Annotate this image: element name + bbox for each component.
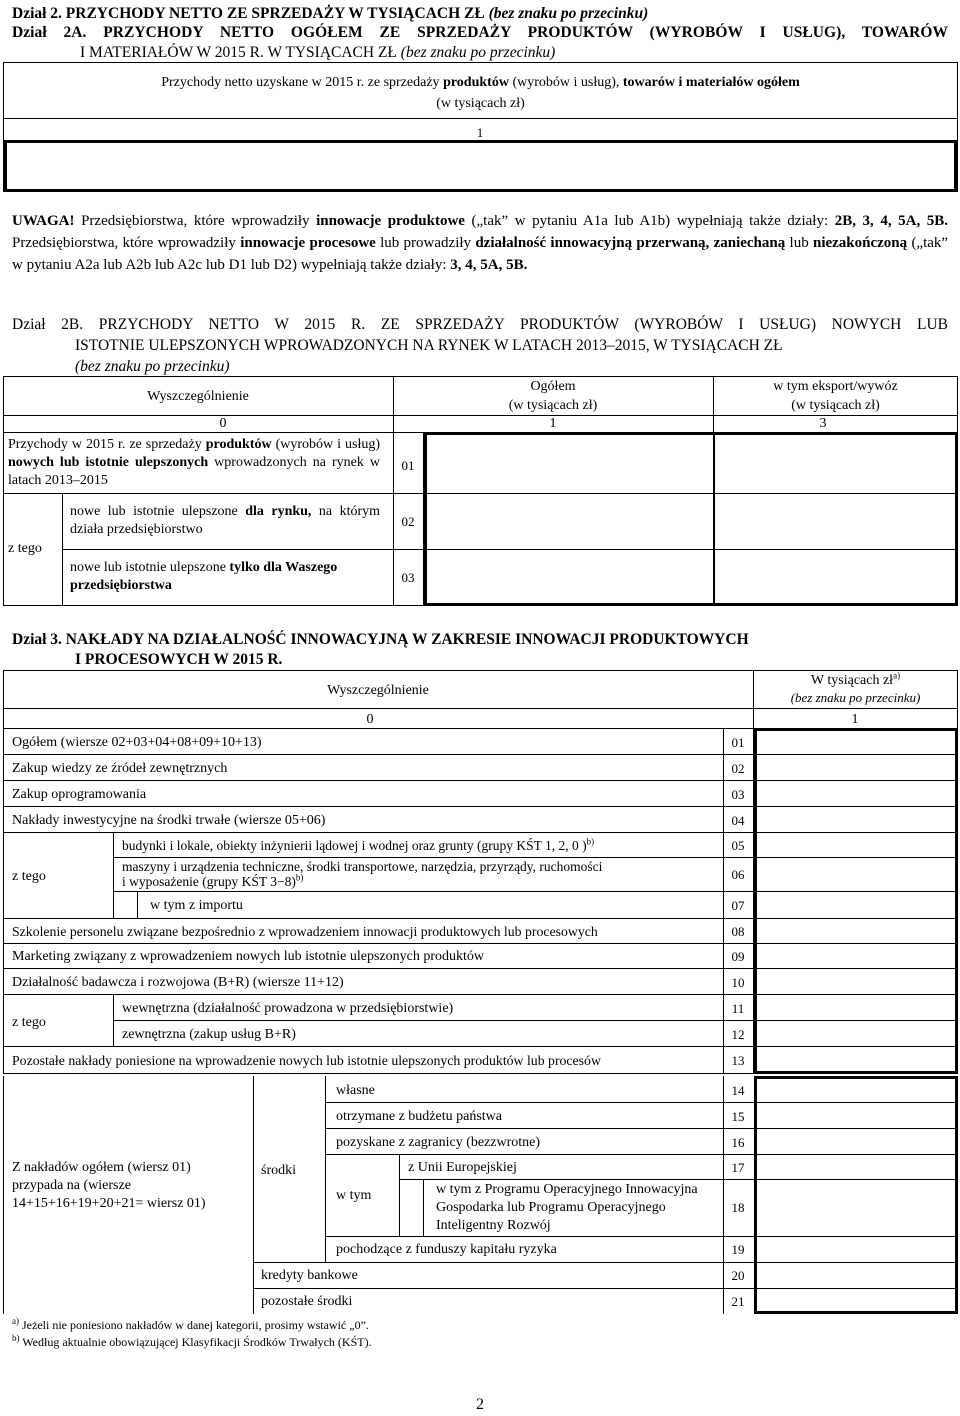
dzial3-row12-number: 12 (731, 1027, 745, 1042)
dzial2a-header-b: produktów (443, 75, 509, 90)
dzial2-note: (bez znaku po przecinku) (488, 5, 649, 22)
footnote-a-sup: a) (12, 1316, 19, 1326)
dzial2b-r2d: którym działa przedsiębiorstwo (70, 504, 381, 537)
footnote-a-text: Jeżeli nie poniesiono nakładów w danej kategorii, prosimy wstawić „0”. (22, 1318, 369, 1332)
dzial2b-r2c: na (318, 504, 333, 519)
dzial2a-col-number: 1 (476, 125, 484, 140)
dzial2a-header (3, 74, 958, 91)
dzial2b-row3-number: 03 (401, 570, 415, 585)
uwaga-p2b: innowacje procesowe (240, 235, 376, 251)
dzial3-row08-label: Szkolenie personelu związane bezpośrednio z wprowadzeniem innowacji produktowych lub procesowych (12, 924, 598, 939)
dzial3-row05-label (122, 837, 594, 854)
dzial3-ztego-2: z tego (12, 1015, 46, 1030)
dzial2a-header-unit: (w tysiącach zł) (436, 96, 525, 111)
uwaga-note (12, 210, 948, 276)
uwaga-p2j: 3, 4, 5A, 5B. (450, 257, 528, 273)
dzial2b-r1a: Przychody w 2015 r. ze sprzedaży (8, 437, 202, 452)
page-number: 2 (476, 1396, 484, 1413)
dzial3-row11-number: 11 (731, 1001, 745, 1016)
dzial2-heading (12, 4, 648, 23)
dzial2b-r1b: produktów (205, 437, 272, 452)
uwaga-p1d: 2B, 3, 4, 5A, 5B. (834, 213, 949, 229)
dzial2b-ztego: z tego (8, 541, 42, 556)
dzial3-row14-label: własne (336, 1083, 375, 1098)
dzial3-row13-label: Pozostałe nakłady poniesione na wprowadzenie nowych lub istotnie ulepszonych produktów lub procesów (12, 1053, 601, 1068)
dzial3-srodki-label: środki (261, 1163, 296, 1178)
dzial3-row16-label: pozyskane z zagranicy (bezzwrotne) (336, 1135, 541, 1150)
uwaga-p2g: lub (789, 235, 809, 251)
dzial3-sources-label: Z nakładów ogółem (wiersz 01) przypada na (wiersze 14+15+16+19+20+21= wiersz 01) (12, 1160, 206, 1211)
dzial3-row06-sup: b) (295, 872, 304, 883)
dzial2a-heading-line2 (80, 43, 555, 62)
dzial2b-r3c: przedsiębiorstwa (70, 578, 172, 593)
dzial3-ztego-1: z tego (12, 869, 46, 884)
dzial3-h-unit: W tysiącach zł (810, 673, 894, 688)
dzial3-row20-number: 20 (731, 1268, 745, 1283)
dzial3-row08-number: 08 (731, 924, 745, 939)
dzial2b-r1d: nowych lub istotnie ulepszonych (8, 455, 209, 470)
dzial3-wtym-label: w tym (336, 1188, 372, 1203)
uwaga-p2d: działalność innowacyjną (475, 235, 633, 251)
dzial3-row07-label: w tym z importu (150, 898, 243, 913)
dzial2b-col3: 3 (819, 416, 827, 431)
dzial3-row13-number: 13 (731, 1053, 745, 1068)
dzial3-heading (12, 630, 749, 670)
uwaga-label: UWAGA! (12, 213, 75, 229)
uwaga-p1c: („tak” w pytaniu A1a lub A1b) wypełniają także działy: (471, 213, 829, 229)
dzial2b-note: (bez znaku po przecinku) (75, 358, 230, 375)
dzial3-col0: 0 (366, 712, 374, 727)
dzial3-row19-number: 19 (731, 1242, 745, 1257)
dzial2b-header-eksport-unit: (w tysiącach zł) (791, 398, 880, 413)
dzial3-header-unit (753, 672, 958, 689)
dzial3-row01-number: 01 (731, 735, 745, 750)
dzial3-h-unit-sup: a) (893, 670, 901, 681)
dzial2a-title: Dział 2A. PRZYCHODY NETTO OGÓŁEM ZE SPRZEDAŻY PRODUKTÓW (WYROBÓW I USŁUG), TOWARÓW (12, 24, 948, 41)
dzial3-row07-number: 07 (731, 898, 745, 913)
dzial3-row11-label: wewnętrzna (działalność prowadzona w przedsiębiorstwie) (122, 1001, 454, 1016)
dzial2b-row1-label (8, 436, 380, 490)
dzial2-title: Dział 2. PRZYCHODY NETTO ZE SPRZEDAŻY W TYSIĄCACH ZŁ (12, 5, 485, 22)
dzial3-row02-number: 02 (731, 761, 745, 776)
dzial2a-header-d: towarów i materiałów ogółem (622, 75, 800, 90)
uwaga-p1b: innowacje produktowe (316, 213, 465, 229)
dzial2b-title1: Dział 2B. PRZYCHODY NETTO W 2015 R. ZE SPRZEDAŻY PRODUKTÓW (WYROBÓW I USŁUG) NOWYCH LUB (12, 316, 948, 333)
dzial3-sources-values-input[interactable] (754, 1076, 958, 1314)
footnote-a (12, 1318, 369, 1333)
dzial3-row06-text2: i wyposażenie (grupy KŚT 3−8) (122, 874, 296, 889)
dzial3-row03-number: 03 (731, 787, 745, 802)
dzial2b-r3a: nowe lub istotnie ulepszone (70, 560, 226, 575)
dzial2b-row1-number: 01 (401, 458, 415, 473)
dzial3-row05-text: budynki i lokale, obiekty inżynierii lądowej i wodnej oraz grunty (grupy KŚT 1, 2, 0 ) (122, 838, 587, 853)
dzial3-row17-number: 17 (731, 1160, 745, 1175)
dzial3-row06-number: 06 (731, 867, 745, 882)
dzial2b-col1: 1 (549, 416, 557, 431)
dzial3-row05-sup: b) (586, 836, 595, 847)
dzial3-row10-number: 10 (731, 975, 745, 990)
dzial3-row20-label: kredyty bankowe (261, 1268, 358, 1283)
dzial3-row19-label: pochodzące z funduszy kapitału ryzyka (336, 1242, 557, 1257)
dzial2a-header-c: (wyrobów i usług), (512, 75, 620, 90)
dzial3-row02-label: Zakup wiedzy ze źródeł zewnętrznych (12, 761, 228, 776)
dzial2b-r1e: wprowadzonych na rynek w latach 2013–2015 (8, 455, 380, 488)
dzial3-row05-number: 05 (731, 838, 745, 853)
dzial2b-r2b: dla rynku, (245, 504, 312, 519)
uwaga-p2c: lub prowadziły (380, 235, 472, 251)
dzial3-row21-number: 21 (731, 1294, 745, 1309)
dzial3-row16-number: 16 (731, 1135, 745, 1150)
footnote-b (12, 1335, 372, 1350)
dzial3-row21-label: pozostałe środki (261, 1294, 353, 1309)
footnote-b-text: Według aktualnie obowiązującej Klasyfikacji Środków Trwałych (KŚT). (22, 1335, 372, 1349)
dzial3-col1: 1 (851, 712, 859, 727)
dzial2b-header-eksport: w tym eksport/wywóz (773, 379, 898, 394)
dzial3-row12-label: zewnętrzna (zakup usług B+R) (122, 1027, 296, 1042)
dzial2b-header-wysz: Wyszczególnienie (147, 389, 249, 404)
dzial3-header-note: (bez znaku po przecinku) (790, 690, 921, 705)
uwaga-p2i: („tak” w pytaniu A2a lub A2b lub A2c lub D1 lub D2) wypełniają także działy: (12, 235, 949, 273)
footnote-b-sup: b) (12, 1333, 20, 1343)
dzial2b-r2a: nowe lub istotnie ulepszone (70, 504, 238, 519)
dzial3-row09-label: Marketing związany z wprowadzeniem nowych lub istotnie ulepszonych produktów (12, 949, 484, 964)
dzial2b-r3b: tylko dla Waszego (229, 560, 338, 575)
dzial3-row15-number: 15 (731, 1109, 745, 1124)
dzial3-row04-number: 04 (731, 813, 745, 828)
dzial3-row10-label: Działalność badawcza i rozwojowa (B+R) (wiersze 11+12) (12, 975, 344, 990)
dzial3-row04-label: Nakłady inwestycyjne na środki trwałe (wiersze 05+06) (12, 813, 326, 828)
dzial3-title2: I PROCESOWYCH W 2015 R. (75, 651, 283, 668)
dzial3-title1: Dział 3. NAKŁADY NA DZIAŁALNOŚĆ INNOWACYJNĄ W ZAKRESIE INNOWACJI PRODUKTOWYCH (12, 631, 749, 648)
dzial3-row17-label: z Unii Europejskiej (408, 1160, 517, 1175)
dzial3-row09-number: 09 (731, 949, 745, 964)
dzial3-row18-label: w tym z Programu Operacyjnego Innowacyjna Gospodarka lub Programu Operacyjnego Inteligentny Rozwój (436, 1182, 698, 1233)
dzial2b-header-ogolem: Ogółem (530, 379, 576, 394)
dzial3-row15-label: otrzymane z budżetu państwa (336, 1109, 502, 1124)
uwaga-p2e: przerwaną, (636, 235, 710, 251)
dzial2b-values-input[interactable] (424, 432, 958, 606)
dzial2b-heading (12, 314, 948, 377)
uwaga-p1: Przedsiębiorstwa, które wprowadziły (81, 213, 310, 229)
dzial2a-value-input[interactable] (4, 140, 957, 192)
dzial2a-header-a: Przychody netto uzyskane w 2015 r. ze sprzedaży (161, 75, 440, 90)
dzial2b-title2: ISTOTNIE ULEPSZONYCH WPROWADZONYCH NA RYNEK W LATACH 2013–2015, W TYSIĄCACH ZŁ (75, 337, 783, 354)
dzial3-row01-label: Ogółem (wiersze 02+03+04+08+09+10+13) (12, 735, 262, 750)
dzial2b-row2-number: 02 (401, 514, 415, 529)
dzial3-row14-number: 14 (731, 1083, 745, 1098)
dzial2a-heading-line1 (12, 23, 948, 42)
dzial2b-r1c: (wyrobów i usług) (275, 437, 381, 452)
dzial3-row06-label (122, 859, 602, 889)
dzial2a-title2: I MATERIAŁÓW W 2015 R. W TYSIĄCACH ZŁ (80, 44, 397, 61)
uwaga-p2h: niezakończoną (812, 235, 908, 251)
dzial3-row03-label: Zakup oprogramowania (12, 787, 147, 802)
uwaga-p2f: zaniechaną (713, 235, 786, 251)
dzial2b-row3-label (70, 559, 380, 595)
dzial2b-row2-label (70, 503, 380, 539)
uwaga-p2: Przedsiębiorstwa, które wprowadziły (12, 235, 236, 251)
dzial3-row06-text1: maszyny i urządzenia techniczne, środki transportowe, narzędzia, przyrządy, ruchomości (122, 859, 603, 874)
dzial2b-col0: 0 (219, 416, 227, 431)
dzial2a-note: (bez znaku po przecinku) (400, 44, 556, 61)
dzial2b-header-ogolem-unit: (w tysiącach zł) (508, 398, 598, 413)
dzial3-row18-number: 18 (731, 1200, 745, 1215)
dzial3-header-wysz: Wyszczególnienie (327, 683, 429, 698)
